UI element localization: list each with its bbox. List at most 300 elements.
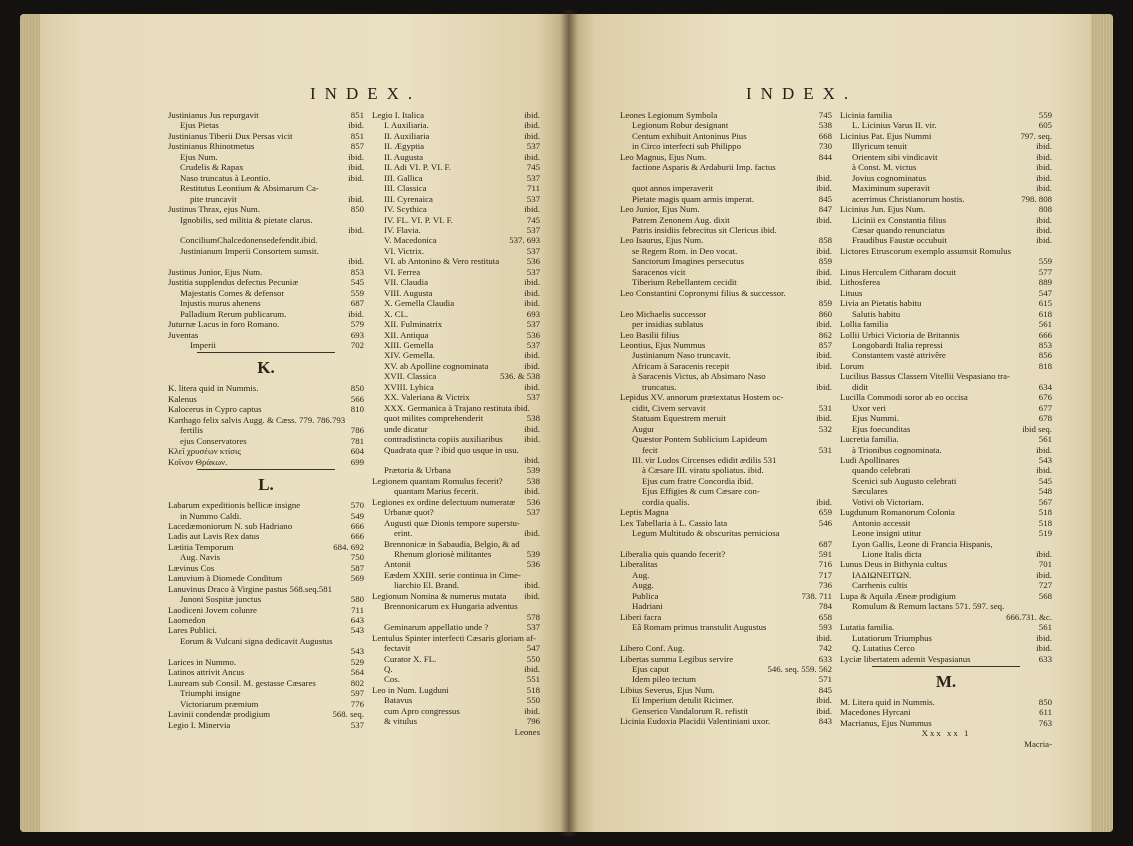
index-entry — [840, 194, 1052, 204]
index-entry — [372, 382, 540, 392]
entry-page-ref: 889 — [1038, 277, 1052, 288]
entry-page-ref — [537, 445, 540, 455]
page-edges-left — [20, 14, 40, 832]
right-col-1 — [620, 110, 832, 727]
entry-page-ref: 763 — [1038, 717, 1052, 728]
index-entry — [620, 173, 832, 183]
entry-page-ref: 537 — [526, 193, 540, 204]
section-letter: M. — [935, 672, 957, 692]
entry-term: Ejus caput — [632, 664, 669, 675]
index-entry — [840, 340, 1052, 350]
entry-page-ref: 566 — [350, 393, 364, 404]
entry-page-ref — [1049, 601, 1052, 611]
entry-page-ref: 666 — [350, 531, 364, 542]
index-entry — [840, 643, 1052, 653]
index-entry — [840, 110, 1052, 120]
entry-term: Idem pileo tectum — [632, 674, 697, 685]
index-entry — [168, 183, 364, 193]
entry-page-ref: 857 — [818, 339, 832, 350]
entry-page-ref — [361, 636, 364, 646]
index-entry — [372, 403, 540, 413]
entry-page-ref: 853 — [1038, 339, 1052, 350]
entry-term: Ignobilis, sed militia & pietate clarus. — [180, 214, 313, 225]
entry-page-ref: 597 — [350, 688, 364, 699]
index-entry — [168, 657, 364, 667]
entry-term: Leo Junior, Ejus Num. — [620, 204, 700, 215]
entry-term: Leo Basilii filius — [620, 329, 680, 340]
entry-page-ref: ibid. — [1036, 643, 1052, 654]
entry-term: Junoni Sospitæ junctus — [180, 594, 262, 605]
page-header-left: INDEX. — [310, 84, 422, 103]
entry-page-ref: 531 — [818, 444, 832, 455]
index-entry — [372, 695, 540, 705]
entry-page-ref: ibid. — [524, 434, 540, 445]
index-entry — [372, 298, 540, 308]
entry-page-ref: 818 — [1038, 360, 1052, 371]
entry-page-ref: ibid seq. — [1022, 423, 1052, 434]
entry-term: Brennonicæ in Sabaudia, Belgio, & ad — [384, 538, 520, 549]
entry-page-ref: 537 — [526, 224, 540, 235]
entry-term: Justinus Thrax, ejus Num. — [168, 204, 260, 215]
entry-page-ref: 736 — [818, 580, 832, 591]
index-entry — [620, 256, 832, 266]
index-entry — [168, 404, 364, 414]
index-entry — [840, 633, 1052, 643]
index-entry — [168, 246, 364, 256]
entry-term: Legionum Robur designant — [632, 120, 729, 131]
entry-term: IV. Scythica — [384, 204, 427, 215]
index-entry — [840, 330, 1052, 340]
index-entry — [372, 445, 540, 455]
entry-term: Ejus Nummi. — [852, 413, 899, 424]
entry-page-ref: 551 — [526, 674, 540, 685]
catchword-right: Macria- — [1024, 738, 1052, 749]
entry-page-ref: 687 — [350, 298, 364, 309]
index-entry — [840, 455, 1052, 465]
index-entry — [168, 330, 364, 340]
entry-page-ref: ibid. — [816, 172, 832, 183]
entry-page-ref: 538 — [526, 413, 540, 424]
entry-page-ref: 796 — [526, 716, 540, 727]
entry-term: Lictores Etruscorum exemplo assumsit Romulus — [840, 245, 1012, 256]
index-entry — [620, 518, 832, 528]
index-entry — [168, 678, 364, 688]
entry-term: Leo Isaurus, Ejus Num. — [620, 235, 704, 246]
entry-term: Juturnæ Lacus in foro Romano. — [168, 319, 280, 330]
index-entry — [168, 194, 364, 204]
index-entry — [168, 615, 364, 625]
entry-term: per insidias sublatus — [632, 319, 704, 330]
entry-term: III. Gallica — [384, 172, 423, 183]
entry-term: Macrianus, Ejus Nummus — [840, 717, 932, 728]
entry-page-ref: 559 — [350, 287, 364, 298]
index-entry — [840, 570, 1052, 580]
index-entry — [840, 288, 1052, 298]
index-entry — [168, 204, 364, 214]
entry-page-ref: 666.731. &c. — [1006, 611, 1052, 622]
entry-page-ref: 537 — [350, 719, 364, 730]
entry-term: Lorum — [840, 360, 864, 371]
entry-page-ref: 717 — [818, 569, 832, 580]
entry-term: Patrem Zenonem Aug. dixit — [632, 214, 730, 225]
entry-term: Laodiceni Jovem colunre — [168, 604, 257, 615]
entry-page-ref: ibid. — [816, 319, 832, 330]
entry-page-ref: ibid. — [524, 151, 540, 162]
entry-term: à Trionibus cognominata. — [852, 444, 942, 455]
entry-term: Injustis murus ahenens — [180, 298, 261, 309]
entry-page-ref: ibid. — [1036, 444, 1052, 455]
entry-term: Κλεῖ χρυσέων κτίσις — [168, 446, 241, 457]
entry-term: Κοῖνον Θράκων. — [168, 456, 228, 467]
index-entry — [168, 709, 364, 719]
entry-term: Licinia familia — [840, 110, 893, 120]
entry-term: Quadrata quæ ? ibid quo usque in usu. — [384, 444, 519, 455]
index-entry — [372, 110, 540, 120]
entry-term: Constantem vastè attrivêre — [852, 350, 946, 361]
entry-page-ref: 539 — [526, 549, 540, 560]
entry-page-ref: 845 — [818, 684, 832, 695]
entry-page-ref: 856 — [1038, 350, 1052, 361]
index-entry — [168, 457, 364, 467]
index-entry — [168, 110, 364, 120]
entry-page-ref: 851 — [350, 110, 364, 120]
entry-term: IV. Flavia. — [384, 224, 421, 235]
index-entry — [840, 528, 1052, 538]
entry-term: Leontius, Ejus Nummus — [620, 339, 706, 350]
entry-page-ref: 538 — [526, 475, 540, 486]
entry-term: Ejus Effigies & cum Cæsare con- — [642, 486, 760, 497]
index-entry — [372, 267, 540, 277]
entry-term: Statuam Equestrem meruit — [632, 413, 726, 424]
index-entry — [168, 552, 364, 562]
index-entry — [840, 319, 1052, 329]
entry-term: Victoriarum præmium — [180, 698, 259, 709]
index-entry — [620, 539, 832, 549]
entry-page-ref: 699 — [350, 456, 364, 467]
entry-term: K. litera quid in Nummis. — [168, 383, 259, 394]
entry-page-ref: 529 — [350, 656, 364, 667]
index-entry — [168, 288, 364, 298]
entry-page-ref: 537 — [526, 339, 540, 350]
entry-page-ref: 666 — [350, 520, 364, 531]
entry-term: quando celebrati — [852, 465, 911, 476]
entry-term: Justitia supplendus defectus Pecuniæ — [168, 277, 299, 288]
index-entry — [372, 141, 540, 151]
entry-page-ref: 536 — [526, 496, 540, 507]
entry-page-ref: ibid. — [524, 381, 540, 392]
entry-page-ref: ibid. — [524, 664, 540, 675]
entry-term: Pietate magis quam armis imperat. — [632, 193, 754, 204]
entry-term: Longobardi Italia repressi — [852, 339, 943, 350]
index-entry — [620, 455, 832, 465]
entry-page-ref: 851 — [350, 130, 364, 141]
entry-page-ref: 538 — [818, 120, 832, 131]
index-entry — [620, 361, 832, 371]
entry-page-ref — [361, 235, 364, 245]
entry-term: Licinius Jun. Ejus Num. — [840, 204, 926, 215]
entry-term: Linus Herculem Citharam docuit — [840, 266, 957, 277]
index-entry — [168, 531, 364, 541]
index-entry — [168, 667, 364, 677]
index-entry — [620, 445, 832, 455]
entry-term: Lavinii condendæ prodigium — [168, 709, 271, 720]
entry-page-ref: 810 — [350, 404, 364, 415]
entry-term: Fraudibus Faustæ occubuit — [852, 235, 947, 246]
entry-term: Leo Constantini Copronymi filius & successor. — [620, 287, 786, 298]
entry-page-ref: 845 — [818, 193, 832, 204]
entry-page-ref: ibid. — [524, 277, 540, 288]
entry-page-ref: 716 — [818, 559, 832, 570]
entry-term: Kalocerus in Cypro captus — [168, 404, 262, 415]
entry-term: Lollii Urbici Victoria de Britannis — [840, 329, 960, 340]
index-entry — [620, 476, 832, 486]
entry-term: Cæsar quando renunciatus — [852, 224, 945, 235]
index-entry — [840, 267, 1052, 277]
entry-page-ref: ibid. — [524, 590, 540, 601]
entry-page-ref: 570 — [350, 500, 364, 511]
index-entry — [372, 716, 540, 726]
entry-page-ref: ibid. — [348, 120, 364, 131]
index-entry — [620, 288, 832, 298]
index-entry — [168, 120, 364, 130]
entry-term: Licinii ex Constantia filius — [852, 214, 947, 225]
entry-term: Triumphi insigne — [180, 688, 241, 699]
entry-term: Illyricum tenuit — [852, 141, 907, 152]
entry-page-ref: 693 — [350, 329, 364, 340]
index-entry — [840, 507, 1052, 517]
left-col-1 — [168, 110, 364, 730]
entry-page-ref: ibid. — [816, 705, 832, 716]
entry-page-ref — [361, 215, 364, 225]
index-entry — [620, 580, 832, 590]
entry-term: Rhenum gloriosè militantes — [394, 549, 492, 560]
index-entry — [168, 511, 364, 521]
entry-page-ref: 536 — [526, 329, 540, 340]
entry-page-ref: ibid. — [816, 245, 832, 256]
index-entry — [372, 361, 540, 371]
entry-page-ref: ibid. — [1036, 151, 1052, 162]
entry-page-ref: 844 — [818, 151, 832, 162]
entry-page-ref: 615 — [1038, 298, 1052, 309]
entry-page-ref: ibid. — [1036, 214, 1052, 225]
index-entry — [372, 528, 540, 538]
entry-page-ref: 549 — [350, 510, 364, 521]
index-entry — [372, 173, 540, 183]
entry-page-ref: 537 — [526, 172, 540, 183]
entry-page-ref: 659 — [818, 507, 832, 518]
entry-page-ref — [1049, 246, 1052, 256]
entry-page-ref: ibid. — [1036, 162, 1052, 173]
entry-term: Lupa & Aquila Æneæ prodigium — [840, 590, 956, 601]
index-entry — [620, 319, 832, 329]
entry-page-ref — [829, 465, 832, 475]
entry-term: Lares Publici. — [168, 625, 217, 636]
index-entry — [620, 382, 832, 392]
entry-page-ref: ibid. — [1036, 183, 1052, 194]
entry-page-ref: 676 — [1038, 392, 1052, 403]
index-entry — [168, 277, 364, 287]
index-entry — [168, 225, 364, 235]
entry-page-ref: 561 — [1038, 319, 1052, 330]
entry-page-ref: 850 — [350, 383, 364, 394]
entry-term: Licinius Pat. Ejus Nummi — [840, 130, 932, 141]
entry-term: VIII. Augusta — [384, 287, 433, 298]
index-entry — [840, 497, 1052, 507]
entry-term: Majestatis Comes & defensor — [180, 287, 285, 298]
index-entry — [168, 319, 364, 329]
entry-page-ref: 797. seq. — [1020, 130, 1052, 141]
entry-page-ref: 569 — [350, 573, 364, 584]
entry-term: Justinianus Rhinotmetus — [168, 141, 255, 152]
index-entry — [372, 539, 540, 549]
entry-page-ref: 677 — [1038, 402, 1052, 413]
index-entry — [168, 636, 364, 646]
index-entry — [620, 695, 832, 705]
index-entry — [840, 392, 1052, 402]
entry-term: factione Asparis & Ardaburii Imp. factus — [632, 162, 776, 173]
entry-page-ref: ibid. — [524, 580, 540, 591]
index-entry — [372, 340, 540, 350]
entry-page-ref: 545 — [1038, 475, 1052, 486]
index-entry — [168, 500, 364, 510]
entry-page-ref: ibid. — [524, 110, 540, 120]
entry-page-ref — [829, 392, 832, 402]
index-entry — [372, 685, 540, 695]
entry-term: Legiones ex ordine delectuum numeratæ — [372, 496, 516, 507]
entry-page-ref — [361, 246, 364, 256]
index-entry — [620, 486, 832, 496]
entry-page-ref: 564 — [350, 667, 364, 678]
entry-page-ref: 537. 693 — [509, 235, 540, 246]
index-entry — [840, 131, 1052, 141]
entry-term: fecit — [642, 444, 658, 455]
entry-page-ref: 711 — [351, 604, 364, 615]
entry-page-ref: 537 — [526, 141, 540, 152]
entry-page-ref — [361, 183, 364, 193]
index-entry — [372, 288, 540, 298]
index-entry — [840, 256, 1052, 266]
index-entry — [840, 141, 1052, 151]
entry-page-ref: 858 — [818, 235, 832, 246]
entry-term: Lutatiorum Triumphus — [852, 632, 932, 643]
index-entry — [372, 424, 540, 434]
index-entry — [620, 235, 832, 245]
entry-term: fectavit — [384, 643, 411, 654]
entry-term: Antonii — [384, 559, 411, 570]
index-entry — [372, 643, 540, 653]
index-entry — [840, 215, 1052, 225]
entry-term: Prætoria & Urbana — [384, 465, 451, 476]
entry-page-ref: ibid. — [816, 632, 832, 643]
entry-term: L. Licinius Varus II. vir. — [852, 120, 937, 131]
index-entry — [372, 706, 540, 716]
index-entry — [372, 392, 540, 402]
index-entry — [372, 371, 540, 381]
entry-term: Votivi ob Victoriam. — [852, 496, 924, 507]
index-entry — [620, 246, 832, 256]
entry-term: Lugdunum Romanorum Colonia — [840, 507, 955, 518]
index-entry — [168, 542, 364, 552]
index-entry — [372, 455, 540, 465]
entry-term: Africam à Saracenis recepit — [632, 360, 730, 371]
entry-term: Lævinus Cos — [168, 562, 215, 573]
entry-term: ConciliumChalcedonensedefendit.ibid. — [180, 235, 318, 246]
entry-page-ref: ibid. — [348, 151, 364, 162]
entry-page-ref: 857 — [350, 141, 364, 152]
entry-page-ref: 578 — [526, 611, 540, 622]
index-entry — [620, 110, 832, 120]
entry-page-ref: 684. 692 — [333, 541, 364, 552]
entry-term: Justinianum Imperii Consortem sumsit. — [180, 245, 319, 256]
entry-term: Lepidus XV. annorum prætextatus Hostem oc- — [620, 392, 784, 403]
index-entry — [372, 601, 540, 611]
entry-term: pite truncavit — [190, 193, 237, 204]
entry-term: II. Adi VI. P. VI. F. — [384, 162, 451, 173]
entry-page-ref — [537, 403, 540, 413]
entry-term: Eâ Romam primus transtulit Augustus — [632, 622, 767, 633]
entry-page-ref: 536 — [526, 559, 540, 570]
entry-term: Ejus Num. — [180, 151, 218, 162]
index-entry — [840, 277, 1052, 287]
entry-term: XIII. Gemella — [384, 339, 434, 350]
index-entry — [168, 573, 364, 583]
entry-page-ref: ibid. — [816, 695, 832, 706]
entry-page-ref: ibid. — [816, 360, 832, 371]
entry-term: ΙΑΔΙΩΝΕΙΤΩΝ. — [852, 569, 912, 580]
entry-term: II. Ægyptia — [384, 141, 425, 152]
index-entry — [840, 152, 1052, 162]
index-entry — [620, 152, 832, 162]
entry-term: V. Macedonica — [384, 235, 437, 246]
entry-page-ref: ibid. — [524, 528, 540, 539]
entry-term: XV. ab Apolline cognominata — [384, 360, 489, 371]
index-entry — [372, 664, 540, 674]
entry-term: Justinianus Tiberii Dux Persas vicit — [168, 130, 293, 141]
entry-term: Liberi facra — [620, 611, 662, 622]
index-entry — [840, 309, 1052, 319]
entry-term: Lione Italis dicta — [862, 549, 922, 560]
index-entry — [620, 570, 832, 580]
entry-term: Augusti quæ Dionis tempore superstu- — [384, 517, 520, 528]
entry-page-ref — [537, 570, 540, 580]
entry-page-ref: ibid. — [524, 423, 540, 434]
entry-page-ref — [829, 162, 832, 172]
index-entry — [840, 476, 1052, 486]
entry-page-ref — [361, 584, 364, 594]
entry-term: Quæstor Pontem Sublicium Lapideum — [632, 434, 768, 445]
entry-term: ejus Conservatores — [180, 435, 247, 446]
index-entry — [372, 507, 540, 517]
index-entry — [372, 591, 540, 601]
index-entry — [840, 162, 1052, 172]
entry-term: Brennonicarum ex Hungaria adventus — [384, 601, 518, 612]
entry-page-ref — [1049, 539, 1052, 549]
entry-page-ref: 579 — [350, 319, 364, 330]
index-entry — [840, 403, 1052, 413]
entry-term: VI. Victrix. — [384, 245, 425, 256]
index-entry — [840, 559, 1052, 569]
entry-page-ref: ibid. — [1036, 224, 1052, 235]
entry-page-ref: 850 — [1038, 697, 1052, 708]
index-entry — [620, 340, 832, 350]
entry-page-ref: ibid. — [524, 298, 540, 309]
entry-term: Labarum expeditionis bellicæ insigne — [168, 500, 301, 511]
index-entry — [840, 382, 1052, 392]
entry-page-ref: 537 — [526, 319, 540, 330]
entry-term: III. Classica — [384, 183, 427, 194]
index-entry — [372, 162, 540, 172]
entry-page-ref: 550 — [526, 695, 540, 706]
